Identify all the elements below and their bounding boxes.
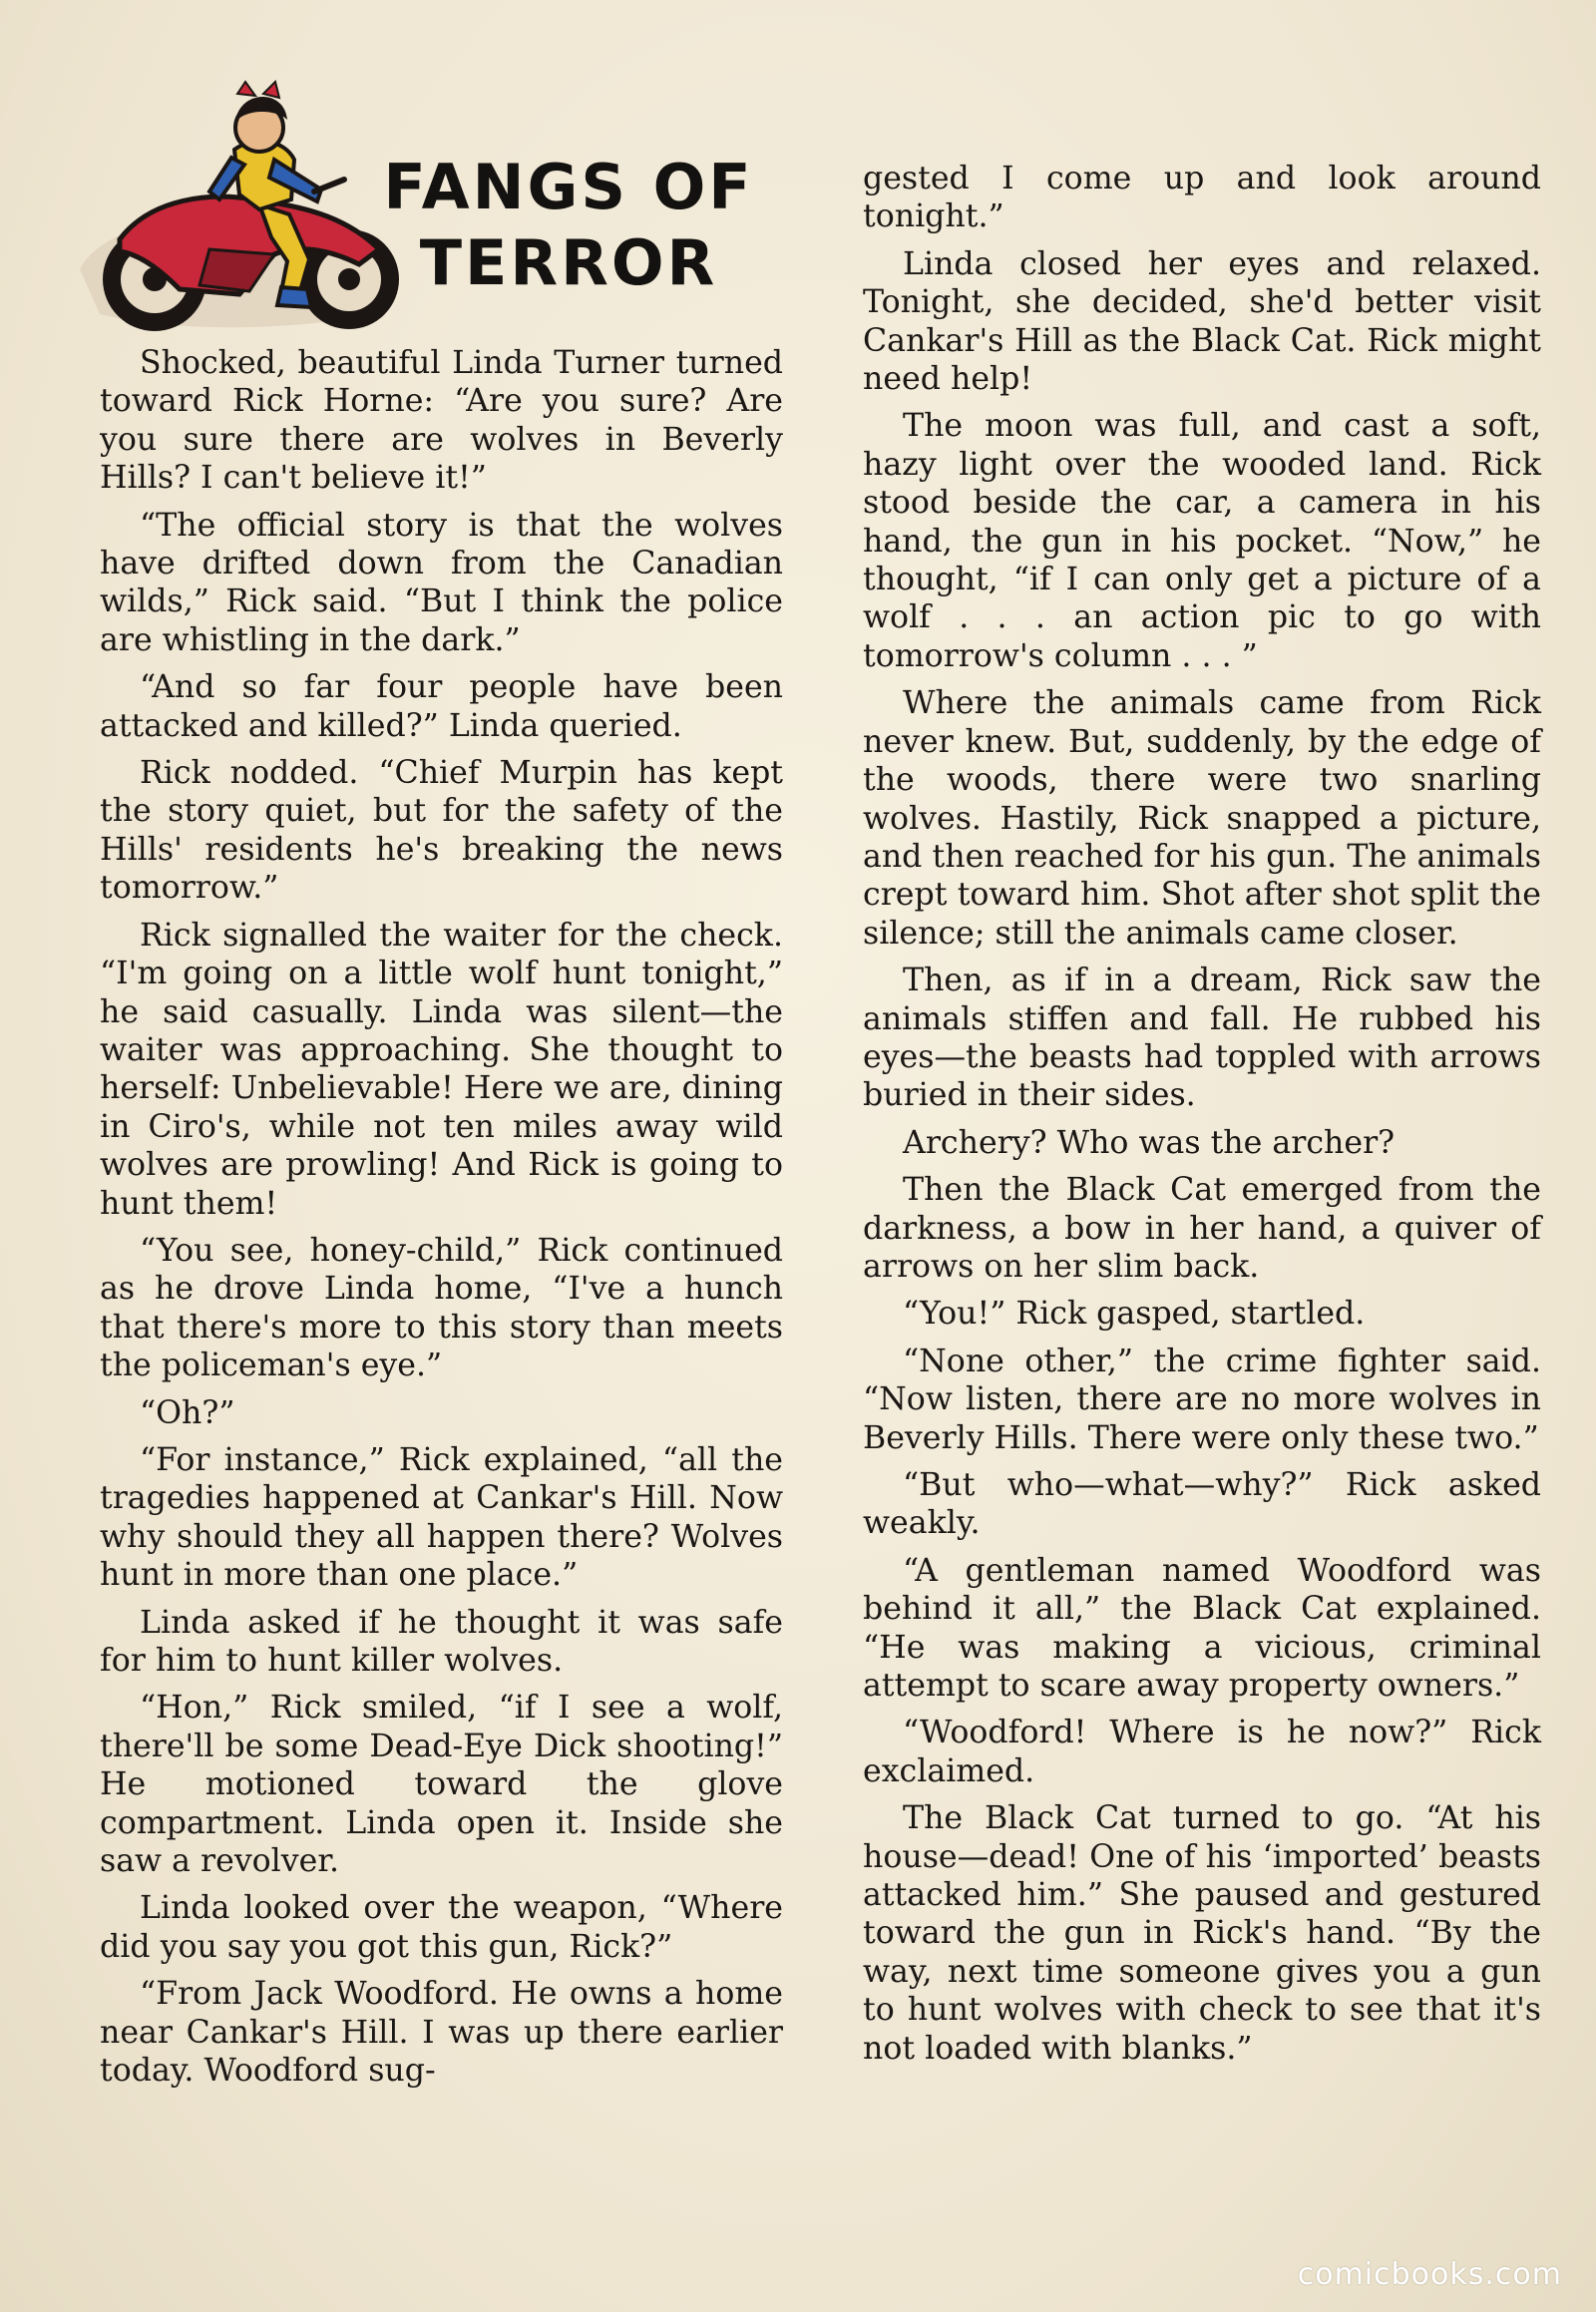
paragraph: “A gentleman named Woodford was behind it all,” the Black Cat explained. “He was making a vicious, criminal attempt to scare away property owners.” xyxy=(863,1552,1541,1705)
paragraph: “You!” Rick gasped, startled. xyxy=(903,1296,1366,1333)
paragraph: The moon was full, and cast a soft, hazy light over the wooded land. Rick stood beside the car, a camera in his hand, the gun in his pocket. “Now,” he thought, “if I can only get a picture of a wolf . . . an action pic to go with tomorrow's column . . . ” xyxy=(863,408,1541,674)
paragraph: gested I come up and look around tonight.” xyxy=(863,161,1541,235)
paragraph: “But who—what—why?” Rick asked weakly. xyxy=(863,1467,1541,1542)
paragraph: “Hon,” Rick smiled, “if I see a wolf, there'll be some Dead-Eye Dick shooting!” He motioned toward the glove compartment. Linda open it. Inside she saw a revolver. xyxy=(100,1690,783,1880)
paragraph: “None other,” the crime fighter said. “Now listen, there are no more wolves in Beverly Hills. There were only these two.” xyxy=(863,1343,1541,1456)
paragraph: The Black Cat turned to go. “At his house—dead! One of his ‘imported’ beasts attacked him.” She paused and gestured toward the gun in Rick's hand. “By the way, next time someone gives you a gun to hunt wolves with check to see that it's not loaded with blanks.” xyxy=(863,1800,1541,2067)
paragraph: “The official story is that the wolves have drifted down from the Canadian wilds,” Rick said. “But I think the police are whistling in the dark.” xyxy=(100,507,783,658)
paragraph: Then the Black Cat emerged from the darkness, a bow in her hand, a quiver of arrows on her slim back. xyxy=(863,1172,1541,1285)
paragraph: Rick nodded. “Chief Murpin has kept the story quiet, but for the safety of the Hills' residents he's breaking the news tomorrow.” xyxy=(100,755,783,907)
paragraph: “You see, honey-child,” Rick continued as he drove Linda home, “I've a hunch that there's more to this story than meets the policeman's eye.” xyxy=(100,1232,783,1384)
left-column xyxy=(100,344,783,2099)
paragraph: “From Jack Woodford. He owns a home near Cankar's Hill. I was up there earlier today. Woodford sug- xyxy=(100,1976,783,2090)
paragraph: “And so far four people have been attacked and killed?” Linda queried. xyxy=(100,669,783,744)
paragraph: “For instance,” Rick explained, “all the tragedies happened at Cankar's Hill. Now why should they all happen there? Wolves hunt in more than one place.” xyxy=(100,1441,783,1594)
title-line-1: FANGS OF xyxy=(383,151,754,223)
paragraph: Where the animals came from Rick never knew. But, suddenly, by the edge of the woods, there were two snarling wolves. Hastily, Rick snapped a picture, and then reached for his gun. The animals crept toward him. Shot after shot split the silence; still the animals came closer. xyxy=(863,685,1541,952)
paragraph: Then, as if in a dream, Rick saw the animals stiffen and fall. He rubbed his eyes—the beasts had toppled with arrows buried in their sides. xyxy=(863,963,1541,1114)
title-line-2: TERROR xyxy=(419,226,718,299)
paragraph: Linda looked over the weapon, “Where did you say you got this gun, Rick?” xyxy=(100,1890,783,1965)
paragraph: Shocked, beautiful Linda Turner turned toward Rick Horne: “Are you sure? Are you sure there are wolves in Beverly Hills? I can't believe it!” xyxy=(100,345,783,497)
paragraph: Linda closed her eyes and relaxed. Tonight, she decided, she'd better visit Cankar's Hill as the Black Cat. Rick might need help! xyxy=(863,245,1541,398)
paragraph: “Woodford! Where is he now?” Rick exclaimed. xyxy=(863,1715,1541,1789)
paragraph: Linda asked if he thought it was safe for him to hunt killer wolves. xyxy=(100,1604,783,1679)
paragraph: “Oh?” xyxy=(140,1394,235,1431)
story-title xyxy=(354,150,783,301)
right-column xyxy=(863,160,1541,2077)
site-watermark: comicbooks.com xyxy=(1297,2257,1562,2292)
paragraph: Archery? Who was the archer? xyxy=(903,1124,1396,1161)
paragraph: Rick signalled the waiter for the check. “I'm going on a little wolf hunt tonight,” he said casually. Linda was silent—the waiter was approaching. She thought to herself: Unbelievable! Here we are, dining in Ciro's, while not ten miles away wild wolves are prowling! And Rick is going to hunt them! xyxy=(100,917,783,1222)
